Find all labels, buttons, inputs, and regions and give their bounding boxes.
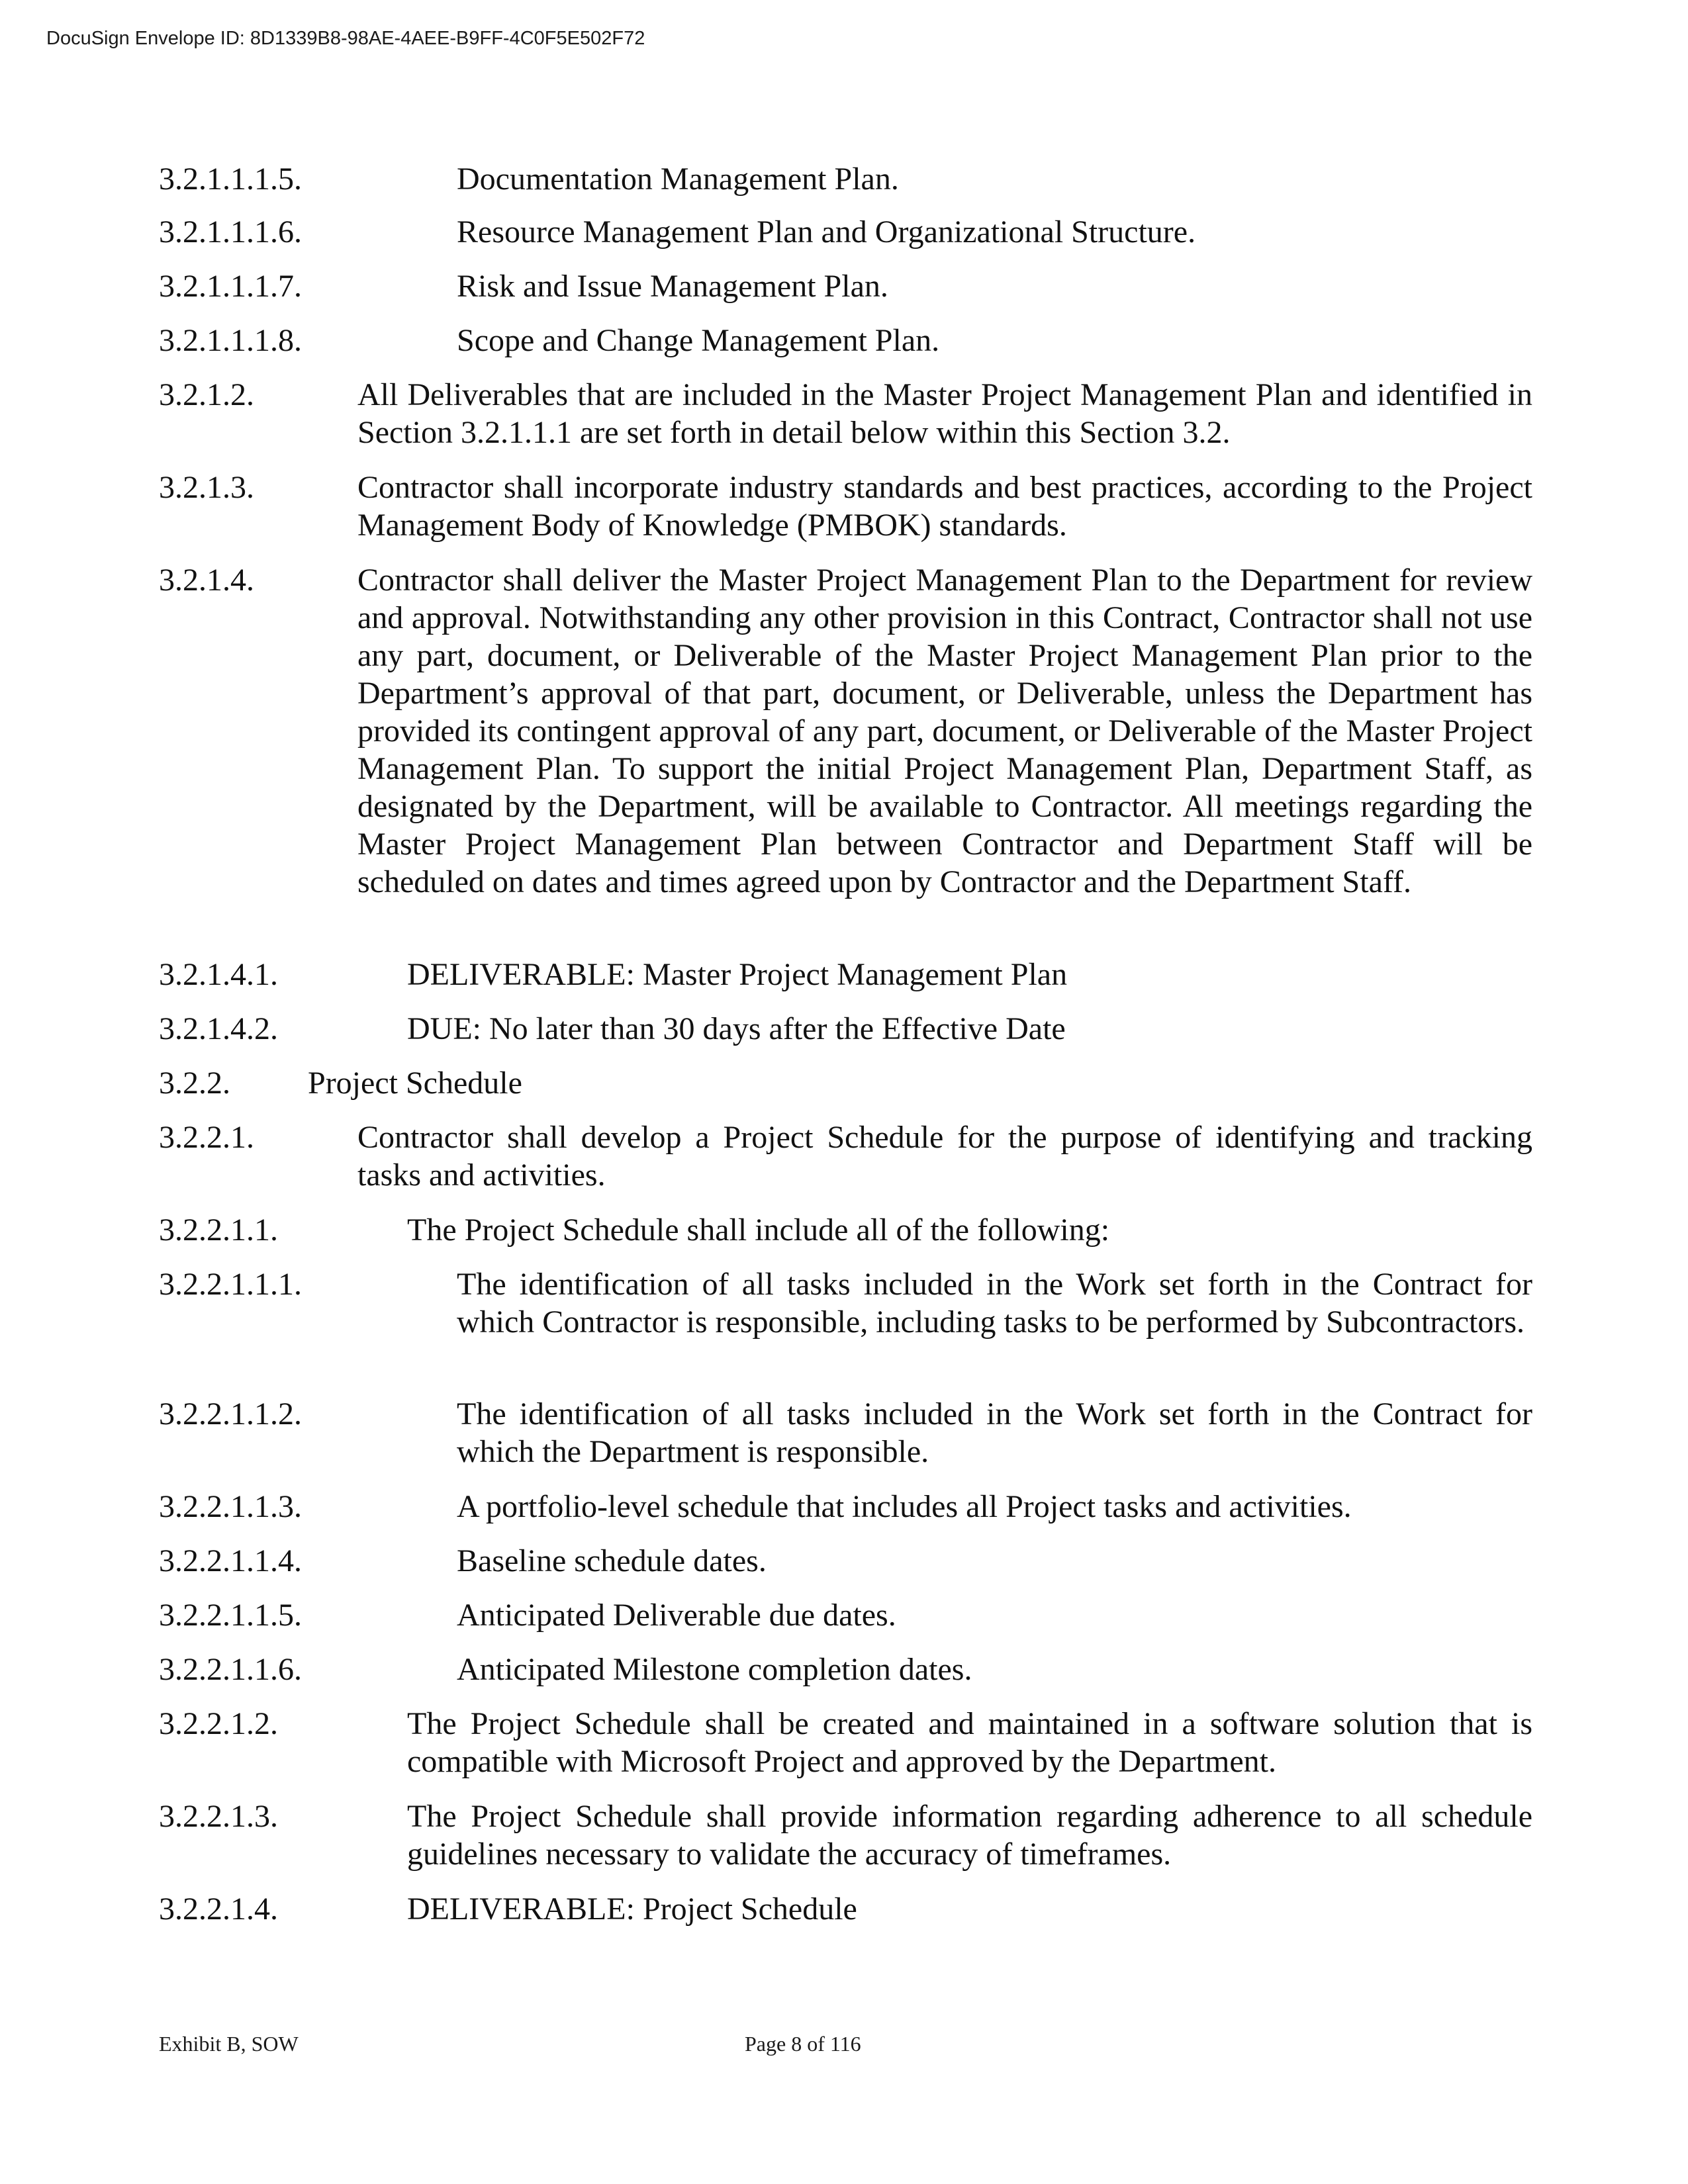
section-text: All Deliverables that are included in the Master Project Management Plan and identified in Section 3.2.1.1.1 are set forth in detail below within this Section 3.2. [357, 377, 1532, 450]
section-text: Contractor shall deliver the Master Project Management Plan to the Department for review and approval. Notwithstanding any other provision in this Contract, Contractor shall not use any part, document, or Deliverable of the Master Project Management Plan prior to the Department’s approval of that part, document, or Deliverable, unless the Department has provided its contingent approval of any part, document, or Deliverable of the Master Project Management Plan. To support the initial Project Management Plan, Department Staff, as designated by the Department, will be available to Contractor. All meetings regarding the Master Project Management Plan between Contractor and Department Staff will be scheduled on dates and times agreed upon by Contractor and the Department Staff. [357, 563, 1532, 899]
section-number: 3.2.2.1.1.2. [159, 1396, 302, 1432]
section-text: The identification of all tasks included in the Work set forth in the Contract for which the Department is responsible. [457, 1396, 1532, 1469]
section-text: A portfolio-level schedule that includes all Project tasks and activities. [457, 1489, 1352, 1524]
section-text: Anticipated Milestone completion dates. [457, 1652, 972, 1687]
section-number: 3.2.1.1.1.7. [159, 269, 302, 304]
section-text: Contractor shall develop a Project Schedule for the purpose of identifying and tracking tasks and activities. [357, 1120, 1532, 1193]
section-number: 3.2.2.1.3. [159, 1799, 278, 1834]
section-text: Risk and Issue Management Plan. [457, 269, 888, 304]
section-number: 3.2.2.1.2. [159, 1706, 278, 1741]
section-text: The Project Schedule shall be created and maintained in a software solution that is compatible with Microsoft Project and approved by the Department. [407, 1706, 1532, 1779]
section-text: The Project Schedule shall provide information regarding adherence to all schedule guidelines necessary to validate the accuracy of timeframes. [407, 1799, 1532, 1872]
section-text: Scope and Change Management Plan. [457, 323, 940, 358]
section-number: 3.2.2.1.1.1. [159, 1267, 302, 1302]
section-text: DUE: No later than 30 days after the Effective Date [407, 1011, 1066, 1046]
section-number: 3.2.2.1.1.3. [159, 1489, 302, 1524]
section-text: Resource Management Plan and Organizational Structure. [457, 214, 1196, 250]
section-text: The Project Schedule shall include all of the following: [407, 1212, 1110, 1248]
section-number: 3.2.1.3. [159, 470, 254, 505]
section-number: 3.2.1.4.1. [159, 957, 278, 992]
footer-page-number: Page 8 of 116 [745, 2032, 861, 2056]
section-number: 3.2.2. [159, 1066, 230, 1101]
footer-exhibit-label: Exhibit B, SOW [159, 2032, 299, 2056]
section-text: DELIVERABLE: Project Schedule [407, 1891, 857, 1927]
section-number: 3.2.1.1.1.5. [159, 161, 302, 197]
section-text: The identification of all tasks included in the Work set forth in the Contract for which Contractor is responsible, including tasks to be performed by Subcontractors. [457, 1267, 1532, 1340]
section-number: 3.2.2.1. [159, 1120, 254, 1155]
section-number: 3.2.1.4. [159, 563, 254, 598]
docusign-envelope-id: DocuSign Envelope ID: 8D1339B8-98AE-4AEE-B9FF-4C0F5E502F72 [46, 28, 645, 49]
section-number: 3.2.2.1.1. [159, 1212, 278, 1248]
section-text: Anticipated Deliverable due dates. [457, 1598, 896, 1633]
section-number: 3.2.1.2. [159, 377, 254, 412]
section-number: 3.2.2.1.1.5. [159, 1598, 302, 1633]
section-number: 3.2.2.1.1.4. [159, 1543, 302, 1578]
section-text: DELIVERABLE: Master Project Management Plan [407, 957, 1068, 992]
section-number: 3.2.1.1.1.6. [159, 214, 302, 250]
section-text: Documentation Management Plan. [457, 161, 899, 197]
section-number: 3.2.2.1.1.6. [159, 1652, 302, 1687]
section-text: Contractor shall incorporate industry standards and best practices, according to the Project Management Body of Knowledge (PMBOK) standards. [357, 470, 1532, 543]
section-title: Project Schedule [308, 1066, 522, 1101]
section-number: 3.2.1.1.1.8. [159, 323, 302, 358]
section-number: 3.2.2.1.4. [159, 1891, 278, 1927]
section-text: Baseline schedule dates. [457, 1543, 767, 1578]
section-number: 3.2.1.4.2. [159, 1011, 278, 1046]
